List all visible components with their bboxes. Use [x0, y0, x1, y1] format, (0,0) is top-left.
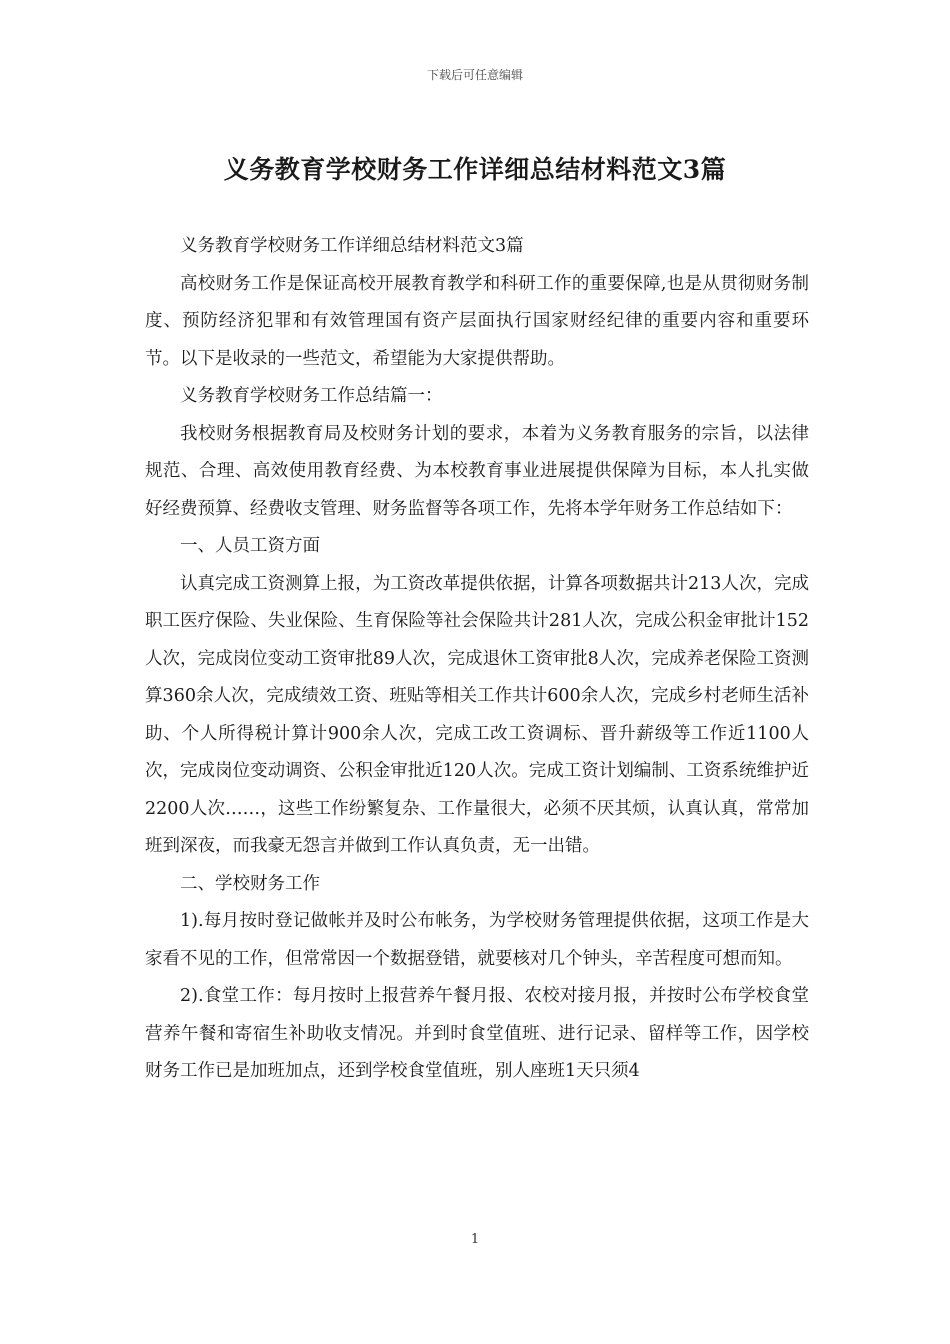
paragraph-salary: 认真完成工资测算上报，为工资改革提供依据，计算各项数据共计213人次，完成职工医疗保险、失业保险、生育保险等社会保险共计281人次，完成公积金审批计152人次，完成岗位变动工资审批89人次，完成退休工资审批8人次，完成养老保险工资测算360余人次，完成绩效工资、班贴等相关工作共计600余人次，完成乡村老师生活补助、个人所得税计算计900余人次，完成工改工资调标、晋升薪级等工作近1100人次，完成岗位变动调资、公积金审批近120人次。完成工资计划编制、工资系统维护近2200人次……，这些工作纷繁复杂、工作量很大，必须不厌其烦，认真认真，常常加班到深夜，而我豪无怨言并做到工作认真负责，无一出错。 — [145, 573, 809, 856]
paragraph-bookkeeping: 1).每月按时登记做帐并及时公布帐务，为学校财务管理提供依据，这项工作是大家看不见的工作，但常常因一个数据登错，就要核对几个钟头，辛苦程度可想而知。 — [145, 911, 809, 969]
paragraph-subtitle: 义务教育学校财务工作详细总结材料范文3篇 — [180, 236, 524, 256]
paragraph-intro: 高校财务工作是保证高校开展教育教学和科研工作的重要保障,也是从贯彻财务制度、预防经济犯罪和有效管理国有资产层面执行国家财经纪律的重要内容和重要环节。以下是收录的一些范文，希望能为大家提供帮助。 — [145, 273, 809, 369]
page-number: 1 — [470, 1232, 480, 1247]
document-body — [145, 228, 809, 1091]
paragraph-canteen: 2).食堂工作：每月按时上报营养午餐月报、农校对接月报，并按时公布学校食堂营养午餐和寄宿生补助收支情况。并到时食堂值班、进行记录、留样等工作，因学校财务工作已是加班加点，还到学校食堂值班，别人座班1天只须4 — [145, 986, 809, 1081]
page-header: 下载后可任意编辑 — [426, 68, 523, 82]
document-title: 义务教育学校财务工作详细总结材料范文3篇 — [223, 155, 727, 184]
section-heading-finance: 二、学校财务工作 — [180, 873, 320, 894]
section-heading-salary: 一、人员工资方面 — [180, 536, 320, 556]
paragraph-overview: 我校财务根据教育局及校财务计划的要求，本着为义务教育服务的宗旨，以法律规范、合理、高效使用教育经费、为本校教育事业进展提供保障为目标，本人扎实做好经费预算、经费收支管理、财务监督等各项工作，先将本学年财务工作总结如下： — [145, 423, 809, 519]
section-heading-part-one: 义务教育学校财务工作总结篇一： — [180, 386, 443, 406]
